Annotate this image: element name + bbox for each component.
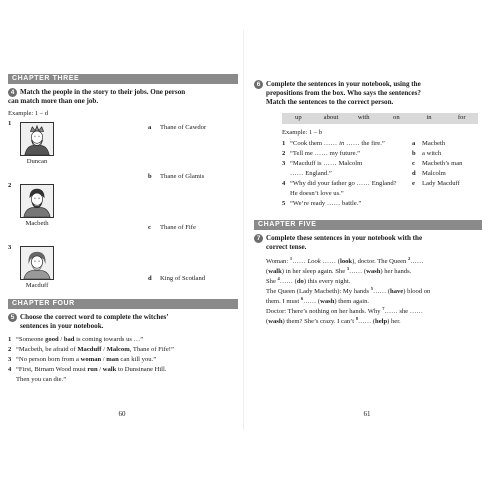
prepositions-box [282, 113, 478, 124]
right-page [244, 0, 488, 488]
speaker-letter: d [412, 170, 416, 177]
chapter-three-header: CHAPTER THREE [8, 74, 238, 84]
speaker-name: Malcolm [422, 170, 446, 177]
preposition-word: with [357, 114, 370, 122]
speaker-letter: c [412, 160, 415, 167]
preposition-word: in [426, 114, 432, 122]
tense-line-5: them. I must $^6$…… (wash) them again. [266, 296, 370, 306]
macbeth-portrait-image [20, 184, 54, 218]
exercise-4-number: 4 [8, 88, 17, 97]
person-name-macduff: Macduff [25, 282, 49, 289]
job-letter: b [148, 173, 152, 180]
macduff-portrait-image [20, 246, 54, 280]
tense-line-1: Woman: $^1$…… Look …… (look), doctor. The Queen $^2$…… [266, 256, 424, 266]
duncan-portrait-image [20, 122, 54, 156]
exercise-5-instruction: 5 Choose the correct word to complete the witches’ sentences in your notebook. [8, 313, 238, 331]
preposition-sentence-2: 2 “Tell me …… my future.” [282, 150, 361, 157]
exercise-4-example: Example: 1 – d [8, 110, 49, 117]
speaker-name: a witch [422, 150, 442, 157]
speaker-letter: e [412, 180, 415, 187]
person-number: 2 [8, 182, 12, 189]
speaker-name: Macbeth’s man [422, 160, 463, 167]
preposition-sentence-4: 4 “Why did your father go …… England? [282, 180, 397, 187]
speaker-name: Lady Macduff [422, 180, 460, 187]
person-name-macbeth: Macbeth [25, 220, 49, 227]
job-letter: a [148, 124, 152, 131]
preposition-sentence-1: 1 “Cook them …… in …… the fire.” [282, 140, 385, 147]
exercise-6-number: 6 [254, 80, 263, 89]
exercise-4-instruction: 4 Match the people in the story to their jobs. One person can match more than one job. [8, 88, 186, 106]
sentence-2: 2 “Macbeth, be afraid of Macduff / Malcom, Thane of Fife!” [8, 346, 174, 353]
exercise-7-number: 7 [254, 234, 263, 243]
page-number: 60 [118, 410, 126, 418]
sentence-4: 4 “First, Birnam Wood must run / walk to Dunsinane Hill. [8, 366, 167, 373]
job-letter: c [148, 224, 151, 231]
preposition-word: for [457, 114, 466, 122]
speaker-letter: a [412, 140, 416, 147]
person-number: 1 [8, 120, 12, 127]
exercise-5-number: 5 [8, 313, 17, 322]
page-number: 61 [363, 410, 371, 418]
exercise-6-instruction: 6 Complete the sentences in your notebook, using the prepositions from the box. Who says the sentences? Match the sentences to the correct person. [254, 80, 482, 108]
preposition-word: on [393, 114, 400, 122]
preposition-sentence-5: 5 “We’re ready …… battle.” [282, 200, 362, 207]
exercise-7-instruction: 7 Complete these sentences in your notebook with the correct tense. [254, 234, 482, 252]
tense-line-2: (walk) in her sleep again. She $^3$…… (wash) her hands. [266, 266, 412, 276]
job-letter: d [148, 275, 152, 282]
preposition-sentence-3-continued: …… England.” [290, 170, 332, 177]
tense-line-4: The Queen (Lady Macbeth): My hands $^5$…… (have) blood on [266, 286, 431, 296]
chapter-five-header: CHAPTER FIVE [254, 220, 482, 230]
chapter-four-header: CHAPTER FOUR [8, 299, 238, 309]
person-number: 3 [8, 244, 12, 251]
preposition-word: up [295, 114, 302, 122]
preposition-sentence-3: 3 “Macduff is …… Malcolm [282, 160, 363, 167]
job-text: Thane of Glamis [160, 173, 205, 180]
tense-line-7: (wash) them? She’s crazy. I can’t $^8$…… (help) her. [266, 316, 401, 326]
job-text: King of Scotland [160, 275, 206, 282]
sentence-4-continued: Then you can die.” [16, 376, 67, 383]
tense-line-3: She $^4$…… (do) this every night. [266, 276, 351, 286]
job-text: Thane of Cawdor [160, 124, 207, 131]
preposition-sentence-4-continued: He doesn’t love us.” [290, 190, 344, 197]
job-text: Thane of Fife [160, 224, 196, 231]
sentence-3: 3 “No person born from a woman / man can kill you.” [8, 356, 157, 363]
tense-line-6: Doctor: There’s nothing on her hands. Why $^7$…… she …… [266, 306, 423, 316]
sentence-1: 1 “Someone good / bad is coming towards us …” [8, 336, 144, 343]
person-name-duncan: Duncan [26, 158, 48, 165]
speaker-letter: b [412, 150, 416, 157]
preposition-word: about [323, 114, 339, 122]
exercise-6-example: Example: 1 – b [282, 129, 323, 136]
speaker-name: Macbeth [422, 140, 446, 147]
